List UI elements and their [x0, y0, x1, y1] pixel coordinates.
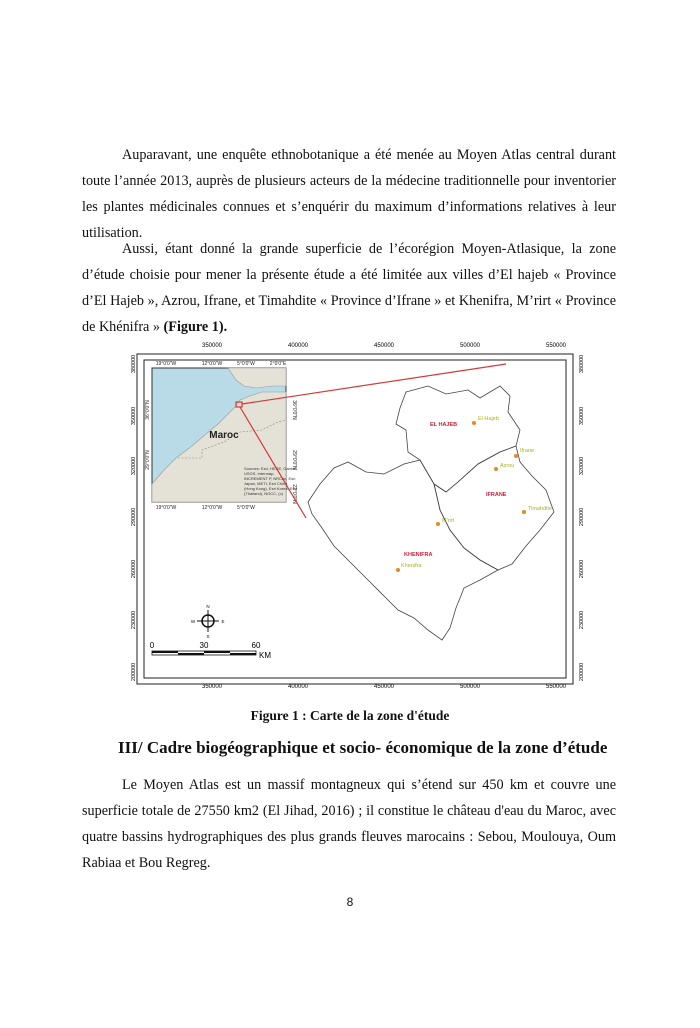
- province-label-el-hajeb: EL HAJEB: [430, 422, 458, 428]
- x-axis-top: [202, 343, 567, 349]
- x-tick-label: 450000: [373, 684, 395, 689]
- city-dot-el-hajeb: [472, 421, 476, 425]
- y-tick-label: 290000: [131, 507, 137, 527]
- x-axis-bottom: [202, 684, 567, 689]
- inset-lat-tick: 22°0'0"N: [291, 484, 297, 504]
- inset-lon-tick: 5°0'0"W: [237, 505, 255, 511]
- y-tick-label: 260000: [579, 559, 585, 579]
- y-tick-label: 260000: [131, 559, 137, 579]
- study-area-map: [128, 334, 588, 689]
- inset-map: [145, 361, 298, 511]
- section-heading: III/ Cadre biogéographique et socio- économique de la zone d’étude: [118, 738, 608, 757]
- compass-e: E: [221, 619, 225, 624]
- inset-source-line: (Hong Kong), Esri Korea, Esri: [244, 486, 297, 491]
- y-tick-label: 230000: [579, 610, 585, 630]
- inset-lon-tick: 12°0'0"W: [201, 361, 223, 367]
- paragraph-study-area: [82, 236, 616, 340]
- inset-lon-tick: 5°0'0"W: [237, 361, 255, 367]
- figure-caption: Figure 1 : Carte de la zone d'étude: [250, 708, 450, 723]
- x-tick-label: 550000: [545, 343, 567, 349]
- compass-w: W: [190, 619, 196, 624]
- y-tick-label: 230000: [131, 610, 137, 630]
- inset-lat-tick: 29°0'0"N: [291, 450, 297, 470]
- inset-source-line: INCREMENT P, NRCan, Esri: [244, 476, 296, 481]
- x-tick-label: 350000: [201, 343, 223, 349]
- y-tick-label: 200000: [131, 662, 137, 682]
- inset-lon-tick: 12°0'0"W: [201, 505, 223, 511]
- scale-label-0: 0: [149, 641, 155, 650]
- y-tick-label: 380000: [131, 354, 137, 374]
- y-tick-label: 380000: [579, 354, 585, 374]
- province-label-khenifra: KHENIFRA: [404, 552, 433, 558]
- compass-n: N: [206, 604, 210, 609]
- x-tick-label: 350000: [201, 684, 223, 689]
- compass-s: S: [206, 634, 210, 639]
- y-tick-label: 200000: [579, 662, 585, 682]
- inset-lat-tick: 29°0'0"N: [145, 450, 151, 470]
- inset-source-line: USGS, Intermap,: [244, 471, 275, 476]
- page-number: 8: [346, 895, 354, 909]
- paragraph-study-area-text: Aussi, étant donné la grande superficie de l’écorégion Moyen-Atlasique, la zone d’étude choisie pour mener la présente étude a été limitée aux villes d’El hajeb « Province d’El Hajeb », Azrou, Ifrane, et Timahdite « Province d’Ifrane » et Khenifra, M’rirt « Province de Khénifra »: [82, 241, 616, 335]
- city-dot-azrou: [494, 467, 498, 471]
- x-tick-label: 550000: [545, 684, 567, 689]
- x-tick-label: 450000: [373, 343, 395, 349]
- y-tick-label: 320000: [579, 456, 585, 476]
- scale-label-60: 60: [251, 641, 261, 650]
- paragraph-moyen-atlas: Le Moyen Atlas est un massif montagneux qui s’étend sur 450 km et couvre une superficie totale de 27550 km2 (El Jihad, 2016) ; il constitue le château d'eau du Maroc, avec quatre bassins hydrographiques des plus grands fleuves marocains : Sebou, Moulouya, Oum Rabiaa et Bou Regreg.: [82, 777, 616, 871]
- inset-country-label: Maroc: [209, 430, 239, 441]
- x-tick-label: 500000: [459, 343, 481, 349]
- y-tick-label: 290000: [579, 507, 585, 527]
- inset-source-line: Japan, METI, Esri China: [244, 481, 288, 486]
- inset-lat-tick: 36°0'0"N: [145, 400, 151, 420]
- province-label-ifrane: IFRANE: [486, 492, 507, 498]
- city-label-mrirt: M'rirt: [442, 518, 455, 524]
- y-tick-label: 350000: [579, 406, 585, 426]
- inset-lon-tick: 19°0'0"W: [155, 505, 177, 511]
- scale-unit: KM: [259, 651, 271, 660]
- y-axis-left: [131, 355, 137, 681]
- inset-source-line: Sources: Esri, HERE, Garmin,: [244, 466, 298, 471]
- city-label-azrou: Azrou: [500, 463, 515, 469]
- city-dot-timahdite: [522, 510, 526, 514]
- figure-reference: (Figure 1).: [163, 319, 228, 335]
- y-tick-label: 320000: [131, 456, 137, 476]
- inset-lon-tick: 19°0'0"W: [155, 361, 177, 367]
- city-dot-ifrane: [514, 454, 518, 458]
- x-tick-label: 500000: [459, 684, 481, 689]
- scale-label-30: 30: [199, 641, 209, 650]
- x-tick-label: 400000: [287, 343, 309, 349]
- inset-lon-tick: 2°0'0"E: [269, 361, 287, 367]
- inset-source-line: (Thailand), NGCC, (c): [244, 491, 283, 496]
- city-label-el-hajeb: El Hajeb: [478, 416, 499, 422]
- city-label-timahdite: Timahdite: [528, 506, 552, 512]
- paragraph-intro: Auparavant, une enquête ethnobotanique a été menée au Moyen Atlas central durant toute l’année 2013, auprès de plusieurs acteurs de la médecine traditionnelle pour inventorier les plantes médicinales connues et s’enquérir du maximum d’informations relatives à leur utilisation.: [82, 147, 616, 241]
- x-tick-label: 400000: [287, 684, 309, 689]
- city-label-ifrane: Ifrane: [520, 448, 535, 454]
- city-dot-mrirt: [436, 522, 440, 526]
- y-axis-right: [579, 355, 585, 681]
- city-dot-khenifra: [396, 568, 400, 572]
- city-label-khenifra: Khenifra: [401, 563, 422, 569]
- inset-lat-tick: 36°0'0"N: [291, 400, 297, 420]
- y-tick-label: 350000: [131, 406, 137, 426]
